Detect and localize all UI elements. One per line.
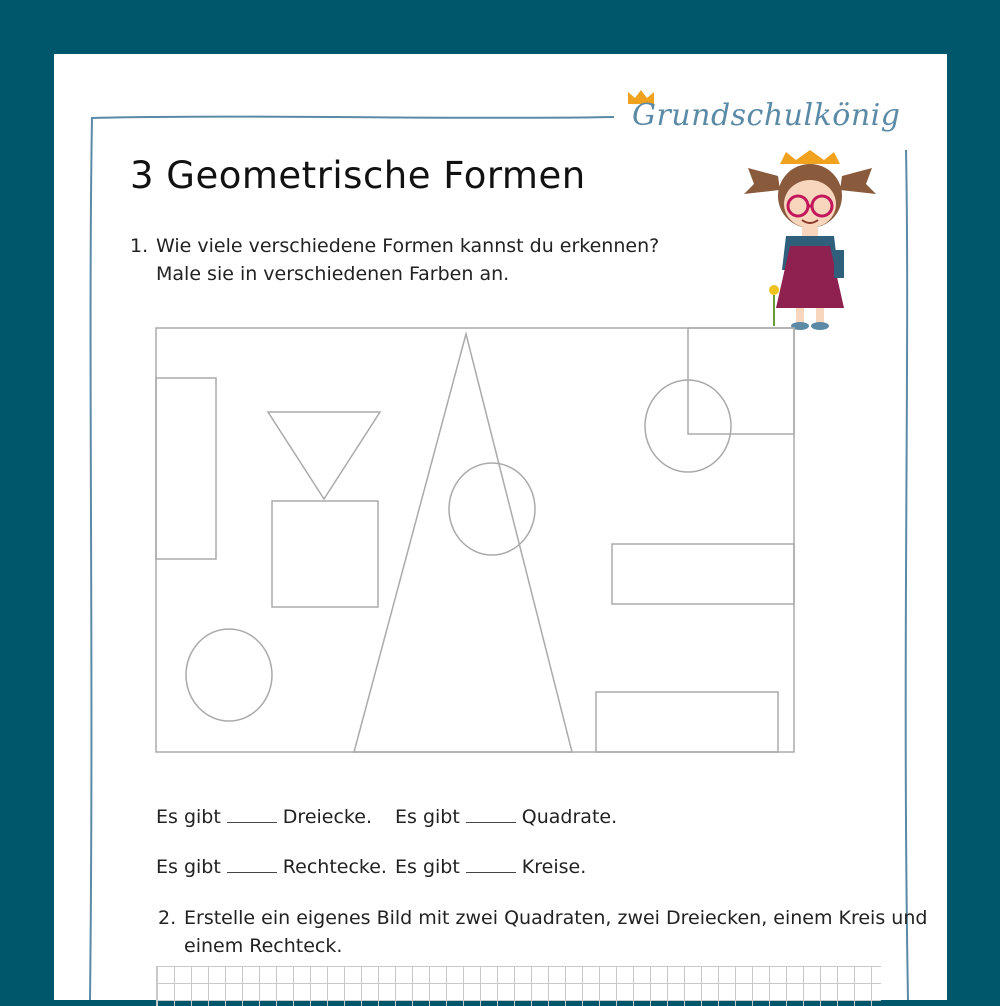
task-number: 2.: [158, 907, 177, 929]
answer-blank[interactable]: [466, 806, 516, 823]
square-shape: [688, 328, 794, 434]
rectangle-shape: [612, 544, 794, 604]
task-text: Male sie in verschiedenen Farben an.: [156, 263, 510, 285]
task-2: [158, 904, 927, 960]
circle-shape: [449, 463, 535, 555]
triangle-shape: [268, 412, 380, 499]
task-text: einem Rechteck.: [184, 935, 343, 957]
task-1: [130, 232, 659, 288]
answer-blank[interactable]: [227, 856, 277, 873]
brand-logo: Grundschulkönig: [632, 98, 901, 133]
rectangle-shape: [156, 378, 216, 559]
task-text: Wie viele verschiedene Formen kannst du erkennen?: [156, 235, 660, 257]
answer-circles: Es gibt Kreise.: [395, 856, 587, 878]
rectangle-shape: [596, 692, 778, 752]
girl-illustration: [740, 150, 880, 330]
shapes-picture: [154, 326, 796, 758]
task-text: Erstelle ein eigenes Bild mit zwei Quadraten, zwei Dreiecken, einem Kreis und: [184, 907, 928, 929]
answer-triangles: Es gibt Dreiecke.: [156, 806, 372, 828]
worksheet: [54, 54, 947, 1000]
task-number: 1.: [130, 235, 149, 257]
answer-rectangles: Es gibt Rechtecke.: [156, 856, 387, 878]
picture-frame: [156, 328, 794, 752]
page-title: 3 Geometrische Formen: [130, 154, 586, 197]
circle-shape: [186, 629, 272, 721]
answer-blank[interactable]: [227, 806, 277, 823]
square-shape: [272, 501, 378, 607]
answer-squares: Es gibt Quadrate.: [395, 806, 618, 828]
answer-blank[interactable]: [466, 856, 516, 873]
drawing-grid[interactable]: [156, 966, 881, 1006]
